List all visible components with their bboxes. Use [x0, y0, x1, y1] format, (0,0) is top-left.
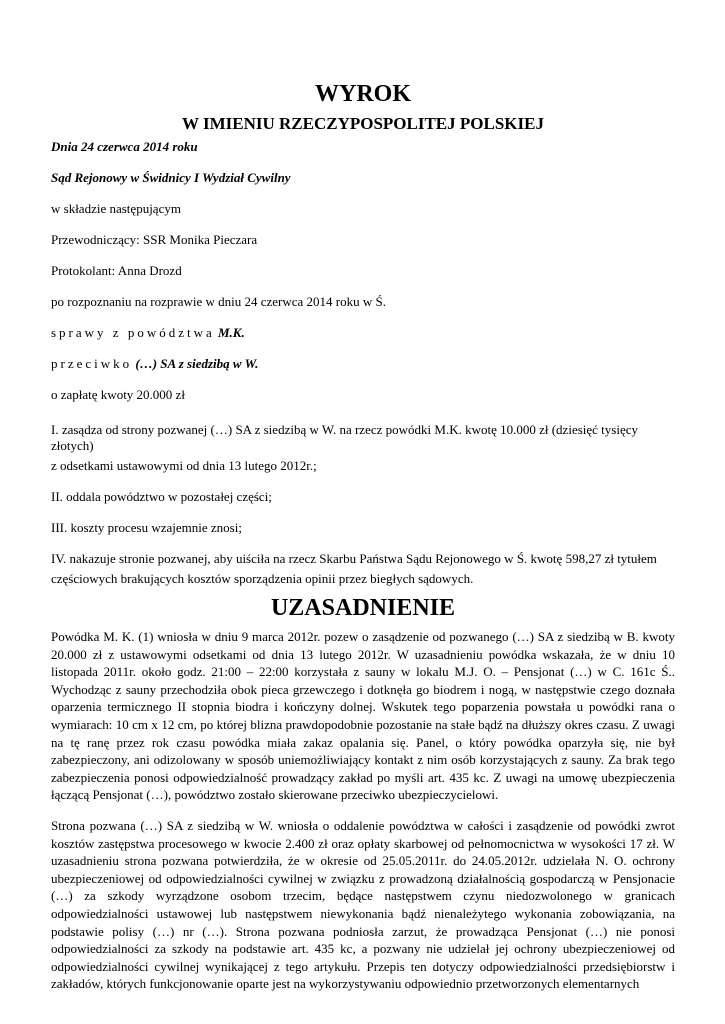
- document-page: [51, 80, 675, 993]
- ruling-item-1-line-2: z odsetkami ustawowymi od dnia 13 lutego 2012r.;: [51, 458, 317, 473]
- judgment-subtitle: W IMIENIU RZECZYPOSPOLITEJ POLSKIEJ: [182, 114, 544, 133]
- justification-paragraph-1: Powódka M. K. (1) wniosła w dniu 9 marca 2012r. pozew o zasądzenie od pozwanego (…) SA z siedzibą w B. kwoty 20.000 zł z ustawowymi odsetkami od dnia 13 lutego 2012r. W uzasadnieniu powódka wskazała, że w dniu 10 listopada 2011r. około godz. 21:00 – 22:00 korzystała z sauny w lokalu M.J. O. – Pensjonat (…) w C. 161c Ś.. Wychodząc z sauny przechodziła obok pieca grzewczego i dotknęła go biodrem i nogą, w następstwie czego doznała oparzenia termicznego II stopnia biodra i kończyny dolnej. Wskutek tego poparzenia powstała u powódki rana o wymiarach: 10 cm x 12 cm, po której blizna prawdopodobnie pozostanie na stałe bądź na dłuższy okres czasu. Z uwagi na tę ranę przez rok czasu powódka miała zakaz opalania się. Panel, o który powódka oparzyła się, nie był zabezpieczony, ani odizolowany w sposób uniemożliwiający kontakt z nim osób korzystających z sauny. Za brak tego zabezpieczenia ponosi odpowiedzialność prowadzący zakład po myśli art. 435 kc. Z uwagi na umowę ubezpieczenia łączącą Pensjonat (…), powództwo zostało skierowane przeciwko ubezpieczycielowi.: [51, 629, 675, 803]
- ruling-item-1-line-1: I. zasądza od strony pozwanej (…) SA z siedzibą w W. na rzecz powódki M.K. kwotę 10.000 zł (dziesięć tysięcy złotych): [51, 422, 638, 453]
- composition-line: w składzie następującym: [51, 201, 181, 216]
- justification-title: UZASADNIENIE: [270, 595, 456, 621]
- against-prefix: przeciwko: [51, 356, 133, 371]
- case-prefix: sprawy z powództwa: [51, 325, 215, 340]
- court-name: Sąd Rejonowy w Świdnicy I Wydział Cywilny: [51, 170, 291, 185]
- clerk-line: Protokolant: Anna Drozd: [51, 263, 182, 278]
- claim-line: o zapłatę kwoty 20.000 zł: [51, 387, 185, 402]
- hearing-line: po rozpoznaniu na rozprawie w dniu 24 czerwca 2014 roku w Ś.: [51, 294, 387, 309]
- case-line: [51, 325, 675, 341]
- judgment-date: Dnia 24 czerwca 2014 roku: [51, 139, 198, 154]
- defendant-name: (…) SA z siedzibą w W.: [135, 356, 259, 371]
- judgment-title: WYROK: [315, 81, 411, 107]
- ruling-item-4-line-1: IV. nakazuje stronie pozwanej, aby uiściła na rzecz Skarbu Państwa Sądu Rejonowego w Ś. kwotę 598,27 zł tytułem: [51, 551, 657, 566]
- ruling-item-4-line-2: częściowych brakujących kosztów sporządzenia opinii przez biegłych sądowych.: [51, 571, 474, 586]
- against-line: [51, 356, 675, 372]
- ruling-item-2: II. oddala powództwo w pozostałej części;: [51, 489, 272, 504]
- justification-paragraph-2: Strona pozwana (…) SA z siedzibą w W. wniosła o oddalenie powództwa w całości i zasądzenie od powódki zwrot kosztów zastępstwa procesowego w kwocie 2.400 zł oraz opłaty skarbowej od pełnomocnictwa w wysokości 17 zł. W uzasadnieniu strona pozwana potwierdziła, że w okresie od 25.05.2011r. do 24.05.2012r. udzielała N. O. ochrony ubezpieczeniowej od odpowiedzialności cywilnej w związku z prowadzoną działalnością gospodarczą w Pensjonacie (…) za szkody wyrządzone osobom trzecim, będące następstwem czynu niedozwolonego w granicach odpowiedzialności ustawowej lub następstwem niewykonania bądź nienależytego wykonania zobowiązania, na podstawie polisy (…) nr (…). Strona pozwana podniosła zarzut, że prowadząca Pensjonat (…) nie ponosi odpowiedzialności za szkody na podstawie art. 435 kc, a pozwany nie udzielał jej ochrony ubezpieczeniowej od odpowiedzialności cywilnej wynikającej z tego artykułu. Przepis ten dotyczy odpowiedzialności przedsiębiorstw i zakładów, których funkcjonowanie oparte jest na wykorzystywaniu odpowiednio przetworzonych elementarnych: [51, 817, 675, 992]
- plaintiff-name: M.K.: [218, 325, 245, 340]
- chair-line: Przewodniczący: SSR Monika Pieczara: [51, 232, 258, 247]
- ruling-item-3: III. koszty procesu wzajemnie znosi;: [51, 520, 242, 535]
